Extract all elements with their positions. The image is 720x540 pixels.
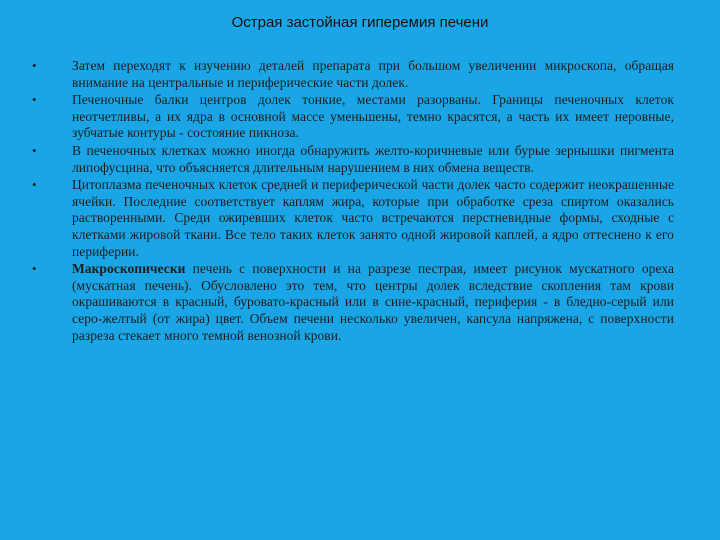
slide-title: Острая застойная гиперемия печени xyxy=(231,14,489,31)
bullet-item-4 xyxy=(32,177,674,260)
bullet-text: Печеночные балки центров долек тонкие, местами разорваны. Границы печеночных клеток неотчетливы, а их ядра в основной массе уменьшены, темно красятся, а часть их имеет неровные, зубчатые контуры - состояние пикноза. xyxy=(72,92,674,141)
bullet-lead-bold: Макроскопически xyxy=(72,261,186,277)
bullet-list xyxy=(32,58,674,344)
bullet-glyph: • xyxy=(32,177,37,193)
bullet-text: В печеночных клетках можно иногда обнаружить желто-коричневые или бурые зернышки пигмента липофусцина, что объясняется длительным нарушением в них обмена веществ. xyxy=(72,142,674,175)
bullet-item-5 xyxy=(32,261,674,344)
bullet-item-3 xyxy=(32,143,674,176)
bullet-text: Затем переходят к изучению деталей препарата при большом увеличении микроскопа, обращая внимание на центральные и периферические части долек. xyxy=(72,58,674,90)
bullet-text: печень с поверхности и на разрезе пестрая, имеет рисунок мускатного ореха (мускатная печень). Обусловлено это тем, что центры долек вследствие скопления там крови окрашиваются в красный, буровато-красный или в сине-красный, периферия - в бледно-серый или серо-желтый (от жира) цвет. Объем печени несколько увеличен, капсула напряжена, с поверхности разреза стекает много темной венозной крови. xyxy=(72,261,674,343)
bullet-glyph: • xyxy=(32,58,37,73)
bullet-glyph: • xyxy=(32,142,37,158)
bullet-glyph: • xyxy=(32,261,37,277)
bullet-glyph: • xyxy=(32,92,37,108)
bullet-text: Цитоплазма печеночных клеток средней и периферической части долек часто содержит неокрашенные ячейки. Последние соответствует каплям жира, которые при обработке среза спиртом оказались растворенными. Среди ожиревших клеток часто встречаются перстневидные формы, сходные с клетками жировой ткани. Все тело таких клеток занято одной жировой каплей, а ядро оттеснено к его периферии. xyxy=(72,177,674,259)
bullet-item-2 xyxy=(32,92,674,142)
bullet-item-1 xyxy=(32,58,674,91)
